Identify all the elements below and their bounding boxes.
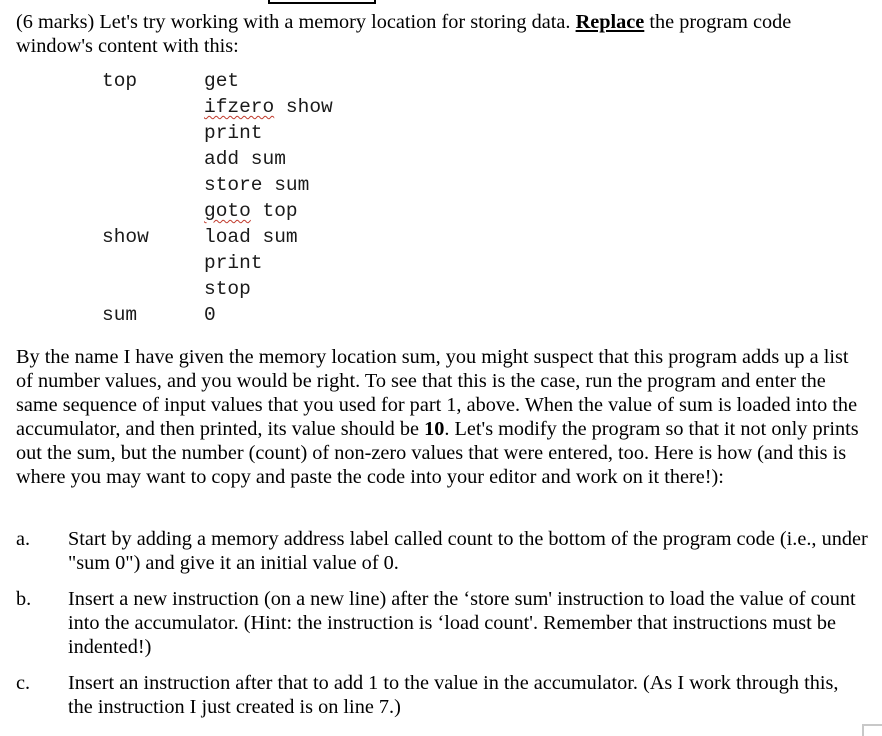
intro-prefix: (6 marks) Let's try working with a memory location for storing data. <box>16 11 576 33</box>
code-line <box>102 68 240 94</box>
code-instruction: add sum <box>204 148 286 170</box>
code-instruction: get <box>204 70 240 92</box>
step-marker: b. <box>16 588 32 610</box>
question-intro <box>16 10 866 58</box>
code-instruction: print <box>204 122 263 144</box>
code-instruction: print <box>204 252 263 274</box>
code-label: sum <box>102 304 138 326</box>
code-line <box>102 120 263 146</box>
step-text: Insert a new instruction (on a new line) after the ‘store sum' instruction to load the value of count into the accumulator. (Hint: the instruction is ‘load count'. Remember that instructions must be indented!) <box>68 588 856 658</box>
top-box-outline <box>268 0 376 4</box>
step-item-b <box>16 587 868 659</box>
code-instruction: stop <box>204 278 251 300</box>
page-corner-mark <box>862 724 882 736</box>
code-label: top <box>102 70 138 92</box>
code-line <box>102 198 298 224</box>
code-instruction: 0 <box>204 304 216 326</box>
step-text: Insert an instruction after that to add 1 to the value in the accumulator. (As I work through this, the instruction I just created is on line 7.) <box>68 672 839 718</box>
spellcheck-underline: ifzero <box>204 96 275 118</box>
intro-suffix: the program code window's content with this: <box>16 11 792 57</box>
code-line <box>102 94 333 120</box>
code-line <box>102 250 263 276</box>
code-line <box>102 146 286 172</box>
step-marker: a. <box>16 528 31 550</box>
steps-list <box>16 527 868 731</box>
step-item-c <box>16 671 868 719</box>
code-instruction: ifzero show <box>204 96 333 118</box>
code-label: show <box>102 226 149 248</box>
program-code-block <box>102 68 333 328</box>
code-instruction: store sum <box>204 174 310 196</box>
code-line <box>102 172 310 198</box>
code-instruction: goto top <box>204 200 298 222</box>
code-line <box>102 302 216 328</box>
spellcheck-underline: goto <box>204 200 251 222</box>
code-line <box>102 224 298 250</box>
step-text: Start by adding a memory address label called count to the bottom of the program code (i.e., under "sum 0") and give it an initial value of 0. <box>68 528 868 574</box>
explanation-paragraph: By the name I have given the memory location sum, you might suspect that this program adds up a list of number values, and you would be right. To see that this is the case, run the program and enter the same sequence of input values that you used for part 1, above. When the value of sum is loaded into the accumulator, and then printed, its value should be 10. Let's modify the program so that it not only prints out the sum, but the number (count) of non-zero values that were entered, too. Here is how (and this is where you may want to copy and paste the code into your editor and work on it there!): <box>16 346 859 488</box>
step-marker: c. <box>16 672 31 694</box>
step-item-a <box>16 527 868 575</box>
expected-sum-value: 10 <box>424 418 445 440</box>
code-line <box>102 276 251 302</box>
intro-emphasis: Replace <box>575 11 645 33</box>
code-instruction: load sum <box>204 226 298 248</box>
